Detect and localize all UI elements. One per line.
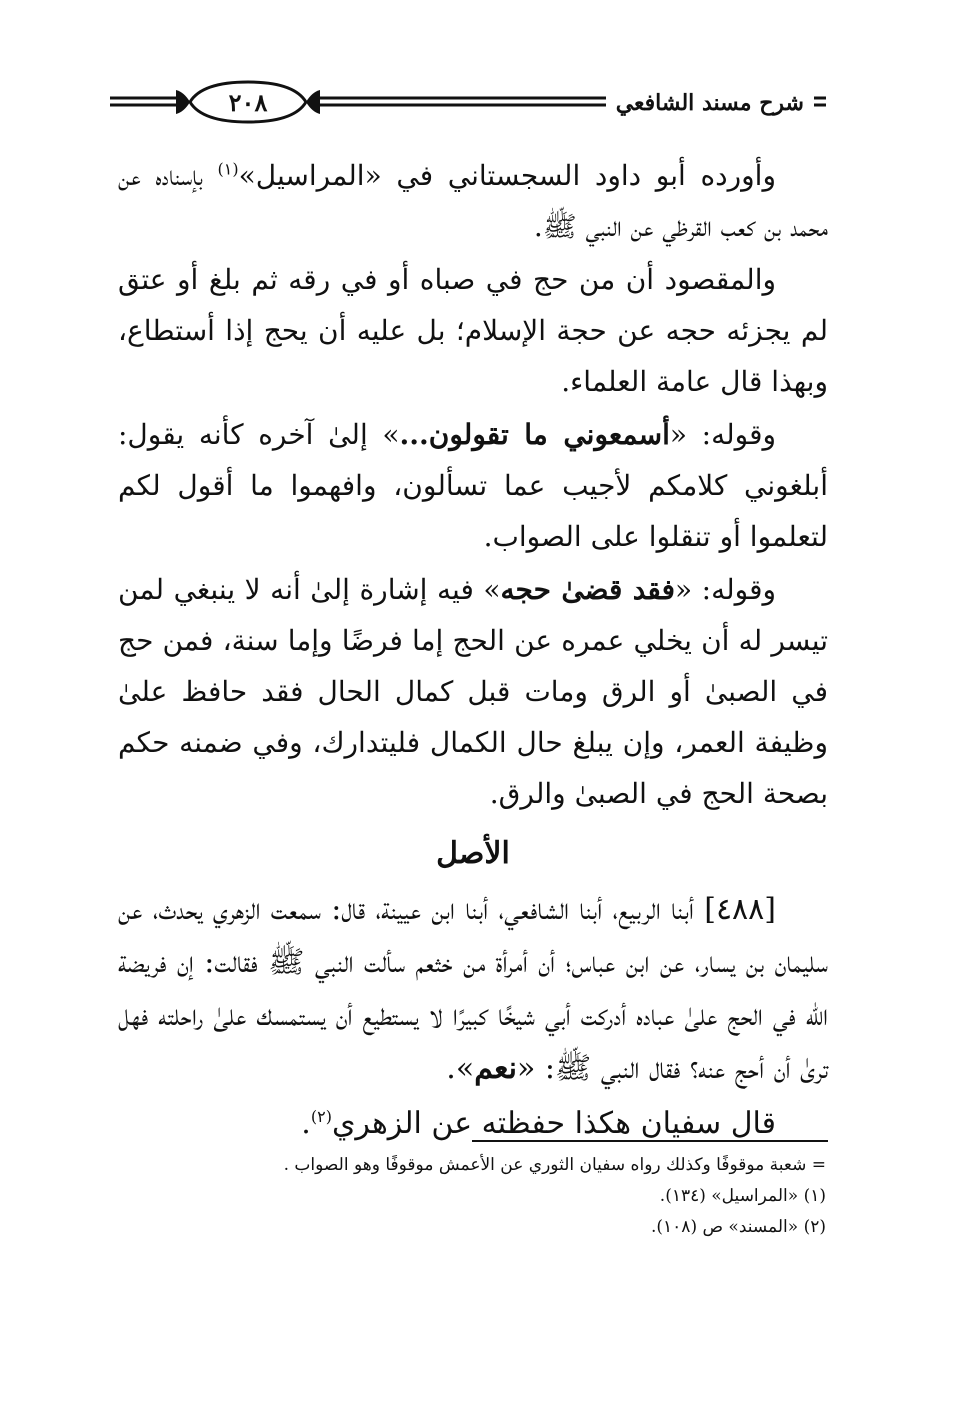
text-run: » إلىٰ آخره كأنه يقول: أبلغوني كلامكم لأجيب عما تسألون، وافهموا ما أقول لكم لتعلموا أو تنقلوا على الصواب. [118, 418, 828, 553]
text-run: . [301, 1106, 311, 1141]
running-title: شرح مسند الشافعي [606, 90, 814, 116]
text-run: [٤٨٨] أبنا الربيع، أبنا الشافعي، أبنا ابن عيينة، قال: سمعت الزهري يحدث، عن سليمان بن يسار، عن ابن عباس؛ أن أمرأة من خثعم سألت النبي ﷺ فقالت: إن فريضة الله في الحج علىٰ عباده أدركت أبي شيخًا كبيرًا لا يستطيع أن يستمسك علىٰ راحلته فهل ترىٰ أن أحج عنه؟ فقال النبي ﷺ: « [118, 892, 828, 1086]
footnote: = شعبة موقوفًا وكذلك رواه سفيان الثوري عن الأعمش موقوفًا وهو الصواب . [283, 1155, 826, 1175]
footnote-ref: (٢) [310, 1107, 332, 1126]
paragraph [118, 564, 828, 819]
footnote: (٢) «المسند» ص (١٠٨). [650, 1217, 826, 1237]
closing-line [118, 1097, 828, 1150]
quoted-phrase: أسمعوني ما تقولون... [399, 418, 670, 451]
text-run: قال سفيان هكذا حفظته عن الزهري [331, 1106, 776, 1141]
text-run: والمقصود أن من حج في صباه أو في رقه ثم بلغ أو عتق لم يجزئه حجه عن حجة الإسلام؛ بل عليه أن يحج إذا أستطاع، وبهذا قال عامة العلماء. [118, 263, 828, 398]
paragraph [118, 150, 828, 252]
section-heading: الأصل [436, 836, 510, 871]
paragraph [118, 254, 828, 407]
main-text [118, 150, 828, 1152]
text-run: وقوله: « [669, 418, 777, 451]
quoted-phrase: نعم [474, 1051, 517, 1086]
commentary-paragraphs [118, 150, 828, 819]
text-run: بإسناده عن محمد بن كعب القرظي عن النبي ﷺ. [118, 159, 828, 243]
closing-paragraph [118, 1097, 828, 1150]
footnote-separator [472, 1140, 828, 1142]
paragraph [118, 409, 828, 562]
text-run: ». [446, 1051, 475, 1086]
hadith-text [118, 883, 828, 1095]
footnote-ref: (١) [217, 159, 239, 179]
page-number: ٢٠٨ [228, 88, 268, 117]
asl-paragraph [118, 883, 828, 1095]
footnote: (١) «المراسيل» (١٣٤). [659, 1186, 826, 1206]
text-run: وقوله: « [674, 573, 776, 606]
page-header [110, 78, 830, 128]
quoted-phrase: فقد قضىٰ حجه [500, 573, 675, 606]
text-run: وأورده أبو داود السجستاني في «المراسيل» [238, 159, 776, 192]
text-run: » فيه إشارة إلىٰ أنه لا ينبغي لمن تيسر له أن يخلي عمره عن الحج إما فرضًا وإما سنة، فمن حج في الصبىٰ أو الرق ومات قبل كمال الحال فقد حافظ علىٰ وظيفة العمر، وإن يبلغ حال الكمال فليتدارك، وفي ضمنه حكم بصحة الحج في الصبىٰ والرق. [118, 573, 828, 810]
footnotes [116, 1150, 826, 1243]
